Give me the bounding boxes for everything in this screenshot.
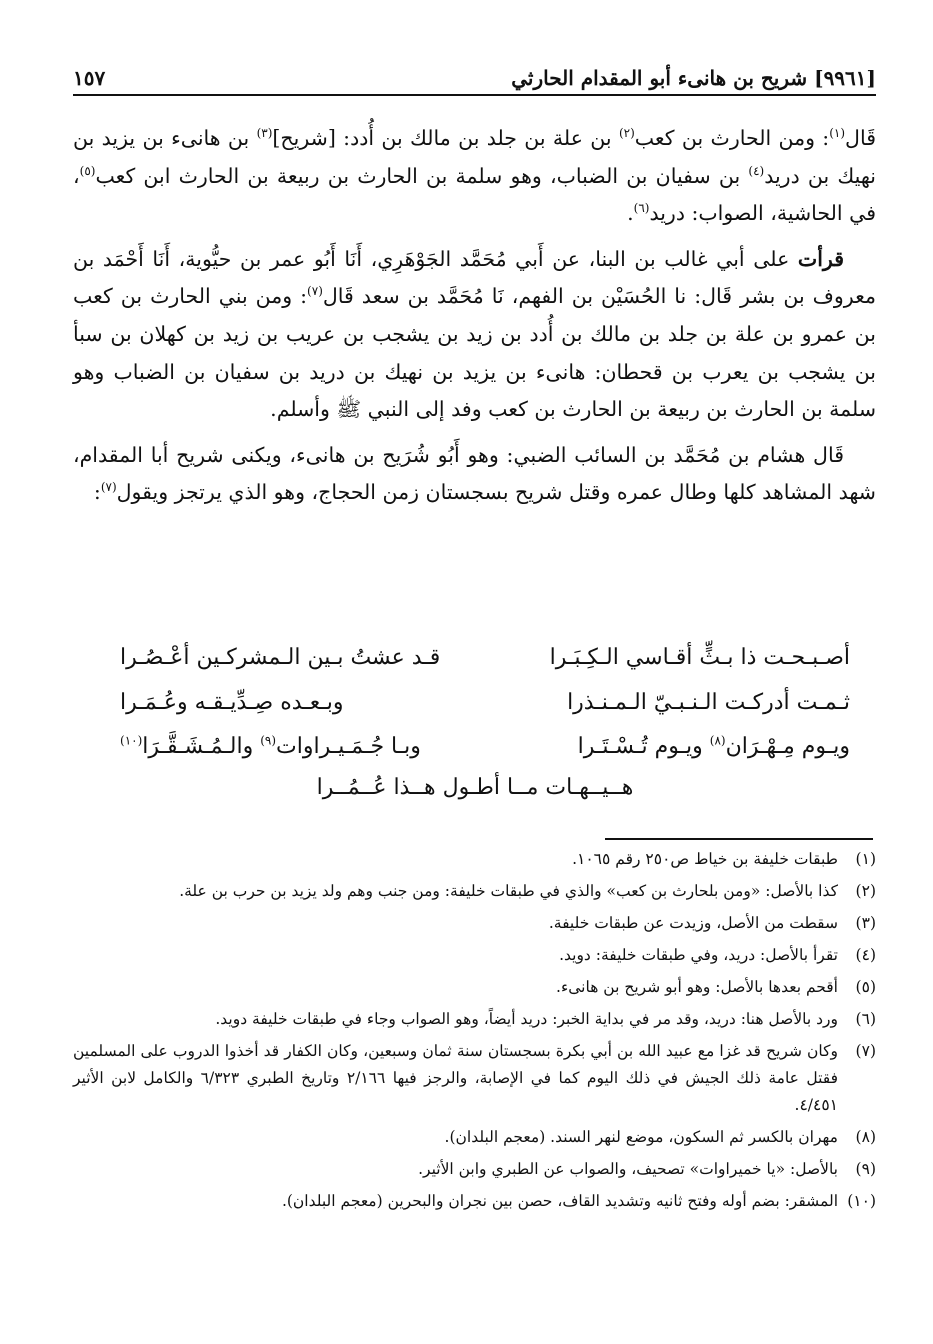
footnote-text: تقرأ بالأصل: دريد، وفي طبقات خليفة: دويد. — [559, 946, 838, 964]
footnote-number: (٥) — [855, 978, 876, 996]
footnote-ref[interactable]: (٩) — [260, 733, 277, 748]
footnote-ref[interactable]: (١) — [829, 126, 846, 141]
footnote-text: سقطت من الأصل، وزيدت عن طبقات خليفة. — [548, 914, 838, 932]
footnote-ref[interactable]: (١٠) — [120, 733, 143, 748]
footnote-text: ورد بالأصل هنا: دريد، وقد مر في بداية الخبر: دريد أيضاً، وهو الصواب وجاء في طبقات خليفة دويد. — [215, 1010, 838, 1028]
footnote-ref[interactable]: (٣) — [256, 126, 273, 141]
text-run: بن سفيان بن الضباب، وهو سلمة بن الحارث بن ربيعة بن الحارث ابن كعب — [95, 163, 749, 188]
footnote-item — [73, 910, 876, 937]
footnote-text: المشقر: بضم أوله وفتح ثانيه وتشديد القاف، حصن بين نجران والبحرين (معجم البلدان). — [281, 1192, 838, 1210]
text-run: . — [627, 201, 634, 226]
verse-line-1 — [120, 645, 850, 670]
footnote-ref[interactable]: (٦) — [633, 201, 650, 216]
footnote-ref[interactable]: (٤) — [748, 163, 765, 178]
footnote-text: أقحم بعدها بالأصل: وهو أبو شريح بن هانىء. — [556, 978, 838, 996]
text-run: قَال هشام بن مُحَمَّد بن السائب الضبي: وهو أَبُو شُرَيح بن هانىء، ويكنى شريح أبا المقدام، شهد المشاهد كلها وطال عمره وقتل شريح بسجستان زمن الحجاج، وهو الذي يرتجز ويقول — [73, 442, 876, 505]
footnote-number: (٦) — [855, 1010, 876, 1028]
footnote-text: وكان شريح قد غزا مع عبيد الله بن أبي بكرة بسجستان سنة ثمان وسبعين، وكان الكفار قد أخذوا الدروب على المسلمين فقتل عامة ذلك الجيش في ذلك اليوم كما في الإصابة، والرجز فيها ٢/١٦٦ وتاريخ الطبري ٦/٣٢٣ والكامل لابن الأثير ٤/٤٥١. — [73, 1042, 838, 1114]
footnote-text: طبقات خليفة بن خياط ص٢٥٠ رقم ١٠٦٥. — [572, 850, 838, 868]
text-run: : — [93, 480, 101, 505]
paragraph-2 — [73, 241, 876, 429]
footnote-item — [73, 1038, 876, 1119]
verse-line-2 — [120, 690, 850, 715]
hemistich-left: وبـعـده صِـدِّيـقـه وعُـمَـرا — [120, 690, 344, 715]
footnote-text: مهران بالكسر ثم السكون، موضع لنهر السند. (معجم البلدان). — [444, 1128, 838, 1146]
footnote-number: (٩) — [855, 1160, 876, 1178]
hemistich-left — [120, 734, 421, 759]
text-run: : ومن الحارث بن كعب — [634, 126, 830, 150]
main-text — [73, 120, 876, 520]
hemistich-right: أصـبـحـت ذا بـثٍّ أقـاسي الـكِـبَـرا — [549, 645, 850, 670]
verse-text: وبـا جُـمَـيـراوات — [276, 734, 421, 759]
footnote-item — [73, 878, 876, 905]
verse-text: والـمُـشَـقَّـرَا — [142, 734, 261, 759]
hemistich-left: قـد عشتُ بـين الـمشركـين أعْـصُـرا — [120, 645, 441, 670]
paragraph-3 — [73, 437, 876, 512]
footnote-item — [73, 1006, 876, 1033]
text-run: بن علة بن جلد بن مالك بن أُدد: [شريح] — [272, 126, 619, 150]
verse-text: ويـوم مِـهْـرَان — [725, 734, 850, 759]
footnote-number: (١٠) — [847, 1192, 876, 1210]
footnote-number: (٢) — [855, 882, 876, 900]
footnote-number: (٤) — [855, 946, 876, 964]
footnote-number: (٨) — [855, 1128, 876, 1146]
footnote-text: بالأصل: «يا خميراوات» تصحيف، والصواب عن الطبري وابن الأثير. — [418, 1160, 838, 1178]
hemistich-right: ثـمـت أدركـت الـنـبـيّ الـمـنـذرا — [567, 690, 850, 715]
footnote-item — [73, 1124, 876, 1151]
footnote-item — [73, 1188, 876, 1215]
footnote-item — [73, 942, 876, 969]
footnote-ref[interactable]: (٧) — [100, 480, 117, 495]
footnote-number: (٣) — [855, 914, 876, 932]
footnote-number: (٧) — [855, 1042, 876, 1060]
verse-text: ويـوم تُـسْـتَـرا — [577, 734, 710, 759]
footnote-item — [73, 1156, 876, 1183]
footnote-ref[interactable]: (٨) — [709, 733, 726, 748]
verse-line-4: هــيــهـات مــا أطـول هــذا عُــمُــرا — [316, 775, 634, 800]
hemistich-right — [578, 734, 850, 759]
footnote-number: (١) — [855, 850, 876, 868]
text-run: قَال — [845, 126, 876, 150]
running-header — [73, 54, 876, 96]
text-run: على أبي غالب بن البنا، عن أَبي مُحَمَّد الجَوْهَرِي، أَنَا أَبُو عمر بن حيُّوية، أَنَا أَحْمَد بن معروف بن بشر قَال: نا الحُسَيْن بن الفهم، نَا مُحَمَّد بن سعد قَال — [73, 246, 876, 309]
paragraph-1 — [73, 120, 876, 233]
text-run: بن هانىء بن يزيد بن نهيك بن دريد — [73, 126, 876, 188]
footnote-ref[interactable]: (٧) — [307, 284, 323, 299]
footnote-ref[interactable]: (٢) — [618, 126, 635, 141]
text-run: ، في الحاشية، الصواب: دريد — [73, 163, 876, 226]
running-title: [٩٩٦١] شريح بن هانىء أبو المقدام الحارثي — [511, 66, 876, 90]
footnote-text: كذا بالأصل: «ومن بلحارث بن كعب» والذي في طبقات خليفة: ومن جنب وهم ولد يزيد بن حرب بن علة. — [179, 882, 838, 900]
text-run: : ومن بني الحارث بن كعب بن عمرو بن علة بن جلد بن مالك بن أُدد بن زيد بن يشجب بن عريب بن زيد بن كهلان بن سبأ بن يشجب بن يعرب بن قحطان: هانىء بن يزيد بن نهيك بن دريد بن سفيان بن الضباب وهو سلمة بن الحارث بن ربيعة بن الحارث بن كعب وفد إلى النبي ﷺ وأسلم. — [73, 284, 876, 422]
footnotes — [73, 846, 876, 1220]
lead-word: قرأت — [797, 246, 844, 271]
page-number: ١٥٧ — [73, 66, 106, 90]
footnote-item — [73, 974, 876, 1001]
verse-line-3 — [120, 734, 850, 759]
footnote-ref[interactable]: (٥) — [79, 163, 96, 178]
footnote-divider — [605, 838, 873, 840]
footnote-item — [73, 846, 876, 873]
